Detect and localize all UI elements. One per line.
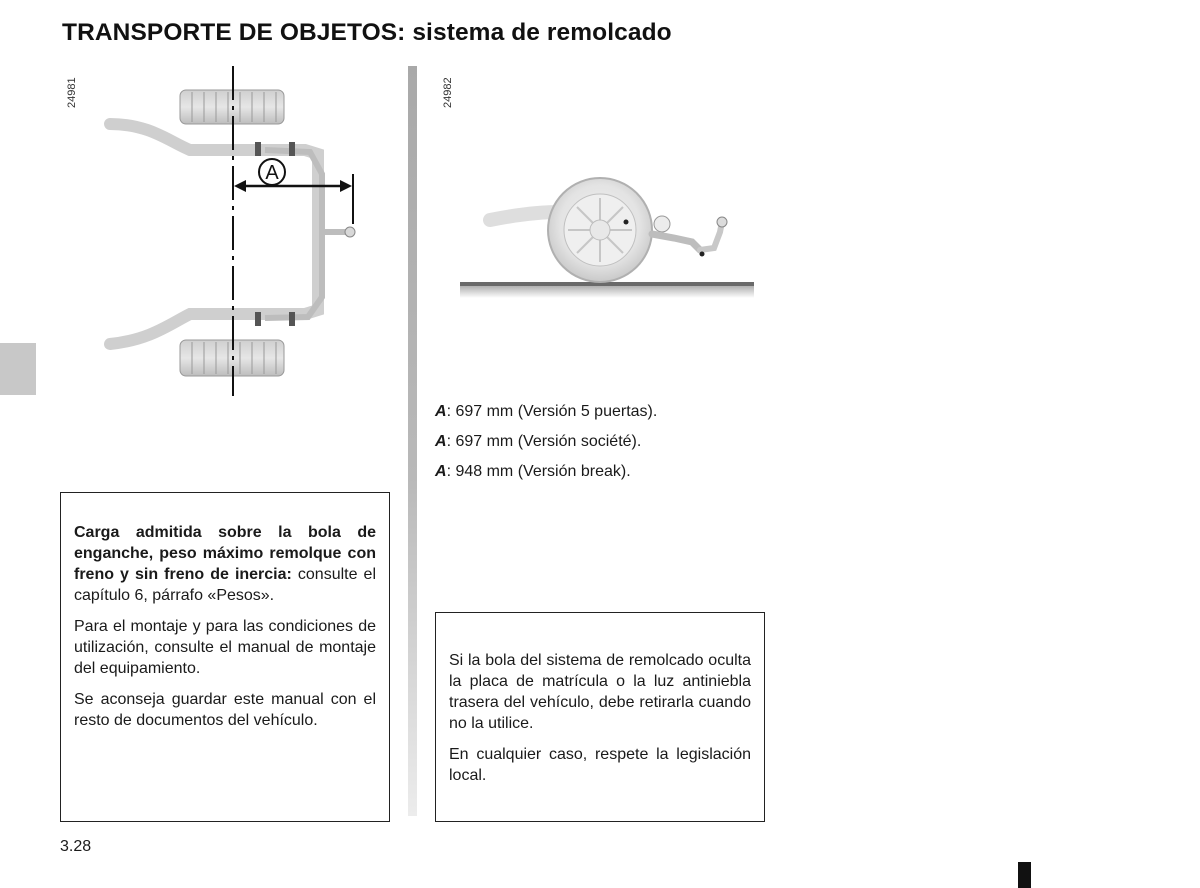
removal-notice-paragraph: Si la bola del sistema de remolcado oculta la placa de matrícula o la luz antiniebla trasera del vehículo, debe retirarla cuando no la utilice. bbox=[449, 652, 751, 732]
load-notice-reference: consulte el capítulo 6, párrafo «Pesos». bbox=[74, 566, 377, 604]
figure-number: 24981 bbox=[66, 77, 78, 108]
load-notice-paragraph bbox=[74, 522, 376, 606]
tow-ball bbox=[717, 217, 727, 227]
tow-ball bbox=[345, 227, 355, 237]
spec-key: A bbox=[435, 403, 447, 420]
spec-text: : 697 mm (Versión 5 puertas). bbox=[446, 403, 658, 420]
towbar-top-view-figure bbox=[60, 62, 400, 402]
mounting-notice-paragraph: Para el montaje y para las condiciones de utilización, consulte el manual de montaje del equipamiento. bbox=[74, 618, 376, 677]
load-notice-heading: Carga admitida sobre la bola de enganche, peso máximo remolque con freno y sin freno de inercia: bbox=[74, 524, 376, 583]
page-title: TRANSPORTE DE OBJETOS: sistema de remolcado bbox=[62, 19, 672, 46]
manual-keeping-paragraph: Se aconseja guardar este manual con el resto de documentos del vehículo. bbox=[74, 691, 376, 729]
towbar-side-view-figure bbox=[430, 62, 770, 322]
page-edge-mark bbox=[1018, 862, 1031, 888]
vehicle-chassis bbox=[110, 124, 318, 344]
spec-line bbox=[435, 462, 657, 482]
spec-text: : 697 mm (Versión société). bbox=[446, 433, 642, 450]
load-notice-box bbox=[60, 492, 390, 822]
spec-line bbox=[435, 432, 657, 452]
spec-text: : 948 mm (Versión break). bbox=[446, 463, 631, 480]
tow-arm bbox=[652, 234, 700, 250]
dimension-specs bbox=[435, 402, 657, 492]
callout-a-label: A bbox=[265, 162, 279, 184]
ground-line bbox=[460, 282, 754, 286]
column-divider bbox=[408, 66, 417, 816]
legislation-paragraph: En cualquier caso, respete la legislación local. bbox=[449, 746, 751, 784]
spec-key: A bbox=[435, 433, 447, 450]
spec-line bbox=[435, 402, 657, 422]
spec-key: A bbox=[435, 463, 447, 480]
page-number: 3.28 bbox=[60, 838, 92, 855]
chapter-tab bbox=[0, 343, 36, 395]
figure-number: 24982 bbox=[442, 77, 454, 108]
tow-ball-removal-notice-box bbox=[435, 612, 765, 822]
